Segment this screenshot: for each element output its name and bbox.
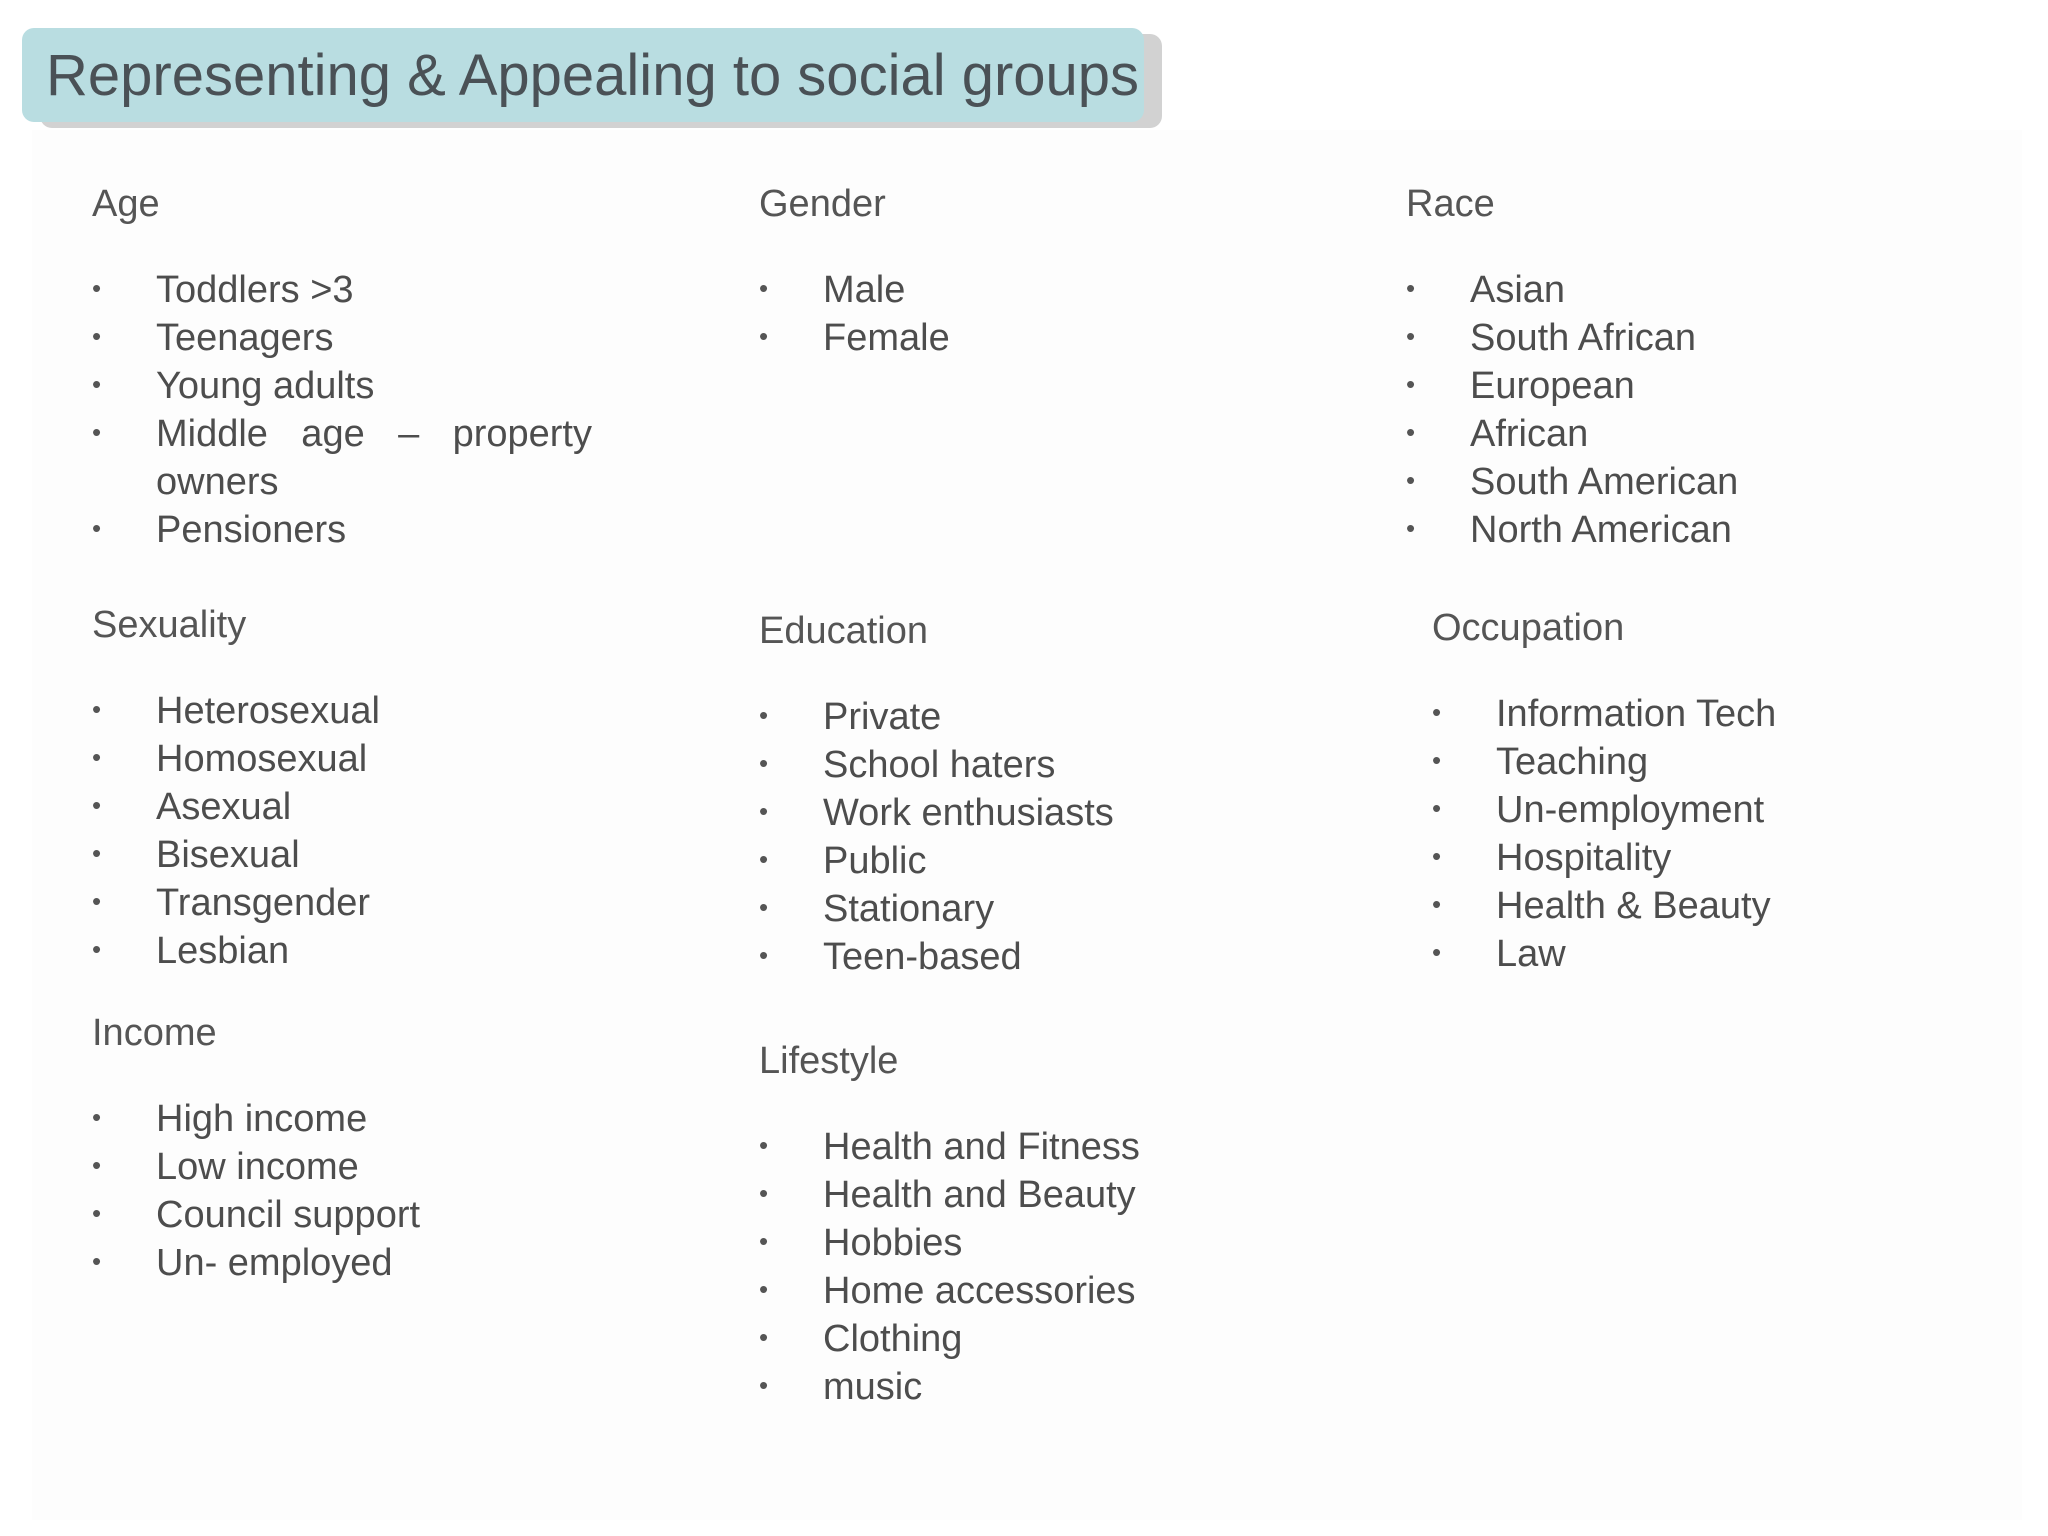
list-item [759,1123,1319,1171]
list-item [92,1095,652,1143]
list-item [759,789,1319,837]
group-lifestyle [759,1039,1319,1411]
list-item-label: Health and Beauty [823,1174,1136,1216]
group-income [92,1011,652,1287]
list-item-label: Young adults [156,365,375,407]
group-heading: Race [1406,183,1495,225]
bullet-icon: • [92,1102,102,1132]
list-item-label: Health & Beauty [1496,885,1771,927]
bullet-icon: • [1406,465,1416,495]
bullet-icon: • [92,1246,102,1276]
bullet-icon: • [92,934,102,964]
list-item [92,687,652,735]
list-item [1406,506,1966,554]
list-item [759,741,1319,789]
list-item-label: Middle age – property owners [156,413,592,503]
bullet-icon: • [92,513,102,543]
bullet-icon: • [92,886,102,916]
bullet-icon: • [759,748,769,778]
list-item-label: Pensioners [156,509,347,551]
list-item-label: Bisexual [156,834,300,876]
bullet-icon: • [92,742,102,772]
bullet-icon: • [759,892,769,922]
bullet-icon: • [759,1370,769,1400]
list-item [759,1363,1319,1411]
bullet-icon: • [1406,369,1416,399]
group-heading: Gender [759,183,886,225]
list-item [1406,266,1966,314]
bullet-icon: • [1432,937,1442,967]
list-item-label: Female [823,317,950,359]
list-item [1432,834,1992,882]
list-item [92,879,652,927]
group-list [92,687,652,975]
bullet-icon: • [92,1198,102,1228]
list-item-label: Transgender [156,882,371,924]
bullet-icon: • [92,1150,102,1180]
list-item [759,885,1319,933]
list-item-label: Clothing [823,1318,963,1360]
list-item-label: Hospitality [1496,837,1672,879]
list-item [92,506,592,554]
bullet-icon: • [1406,417,1416,447]
bullet-icon: • [92,790,102,820]
bullet-icon: • [759,1178,769,1208]
list-item-label: South African [1470,317,1697,359]
list-item [759,693,1319,741]
group-gender [759,182,1319,362]
list-item-label: Teen-based [823,936,1022,978]
list-item-label: Home accessories [823,1270,1136,1312]
list-item-label: North American [1470,509,1732,551]
bullet-icon: • [92,417,102,447]
list-item [759,1315,1319,1363]
group-list [1406,266,1966,554]
list-item [759,837,1319,885]
list-item [92,266,592,314]
group-list [92,1095,652,1287]
bullet-icon: • [759,1226,769,1256]
title-banner [22,28,1144,122]
list-item-label: Hobbies [823,1222,963,1264]
group-list [759,266,1319,362]
list-item [1406,410,1966,458]
group-list [92,266,592,554]
list-item [92,927,652,975]
list-item [92,735,652,783]
list-item [759,933,1319,981]
list-item [759,266,1319,314]
list-item [92,362,592,410]
group-education [759,609,1319,981]
list-item-label: Stationary [823,888,995,930]
list-item [759,1171,1319,1219]
bullet-icon: • [759,796,769,826]
list-item-label: Asian [1470,269,1566,311]
bullet-icon: • [1432,889,1442,919]
bullet-icon: • [92,838,102,868]
group-list [1432,690,1992,978]
list-item [92,410,592,506]
list-item-label: South American [1470,461,1739,503]
group-race [1406,182,1966,554]
group-heading: Education [759,610,929,652]
bullet-icon: • [759,321,769,351]
bullet-icon: • [1432,841,1442,871]
list-item-label: Homosexual [156,738,368,780]
list-item [92,314,592,362]
list-item-label: Toddlers >3 [156,269,354,311]
group-list [759,1123,1319,1411]
list-item [1432,786,1992,834]
bullet-icon: • [1406,273,1416,303]
list-item-label: High income [156,1098,368,1140]
list-item-label: Un-employment [1496,789,1765,831]
list-item [92,1239,652,1287]
list-item [1406,362,1966,410]
group-heading: Lifestyle [759,1040,899,1082]
bullet-icon: • [759,273,769,303]
list-item-label: Private [823,696,942,738]
group-heading: Occupation [1432,607,1625,649]
bullet-icon: • [759,1274,769,1304]
bullet-icon: • [92,321,102,351]
list-item-label: Law [1496,933,1566,975]
bullet-icon: • [759,700,769,730]
list-item-label: Information Tech [1496,693,1777,735]
list-item-label: Work enthusiasts [823,792,1114,834]
list-item-label: Teenagers [156,317,334,359]
list-item-label: School haters [823,744,1056,786]
group-heading: Sexuality [92,604,247,646]
list-item-label: Teaching [1496,741,1649,783]
list-item-label: Asexual [156,786,292,828]
list-item [1432,690,1992,738]
list-item [759,1219,1319,1267]
list-item [1406,458,1966,506]
list-item-label: African [1470,413,1589,455]
bullet-icon: • [1432,697,1442,727]
bullet-icon: • [1432,793,1442,823]
list-item [759,1267,1319,1315]
bullet-icon: • [759,844,769,874]
list-item-label: Un- employed [156,1242,393,1284]
bullet-icon: • [759,1130,769,1160]
list-item [1432,882,1992,930]
list-item-label: Heterosexual [156,690,380,732]
group-sexuality [92,603,652,975]
list-item-label: Low income [156,1146,359,1188]
bullet-icon: • [1406,321,1416,351]
bullet-icon: • [92,273,102,303]
list-item-label: Health and Fitness [823,1126,1140,1168]
list-item-label: European [1470,365,1635,407]
list-item [759,314,1319,362]
group-heading: Age [92,183,160,225]
bullet-icon: • [92,694,102,724]
list-item-label: Lesbian [156,930,290,972]
group-heading: Income [92,1012,217,1054]
bullet-icon: • [1406,513,1416,543]
bullet-icon: • [759,940,769,970]
list-item [92,783,652,831]
list-item-label: Council support [156,1194,421,1236]
group-occupation [1432,606,1992,978]
list-item [92,831,652,879]
slide-title: Representing & Appealing to social groups [46,42,1140,108]
bullet-icon: • [92,369,102,399]
list-item-label: Public [823,840,927,882]
list-item [92,1191,652,1239]
list-item [92,1143,652,1191]
group-list [759,693,1319,981]
bullet-icon: • [1432,745,1442,775]
list-item [1406,314,1966,362]
group-age [92,182,592,554]
list-item-label: music [823,1366,923,1408]
list-item-label: Male [823,269,906,311]
list-item [1432,930,1992,978]
list-item [1432,738,1992,786]
bullet-icon: • [759,1322,769,1352]
